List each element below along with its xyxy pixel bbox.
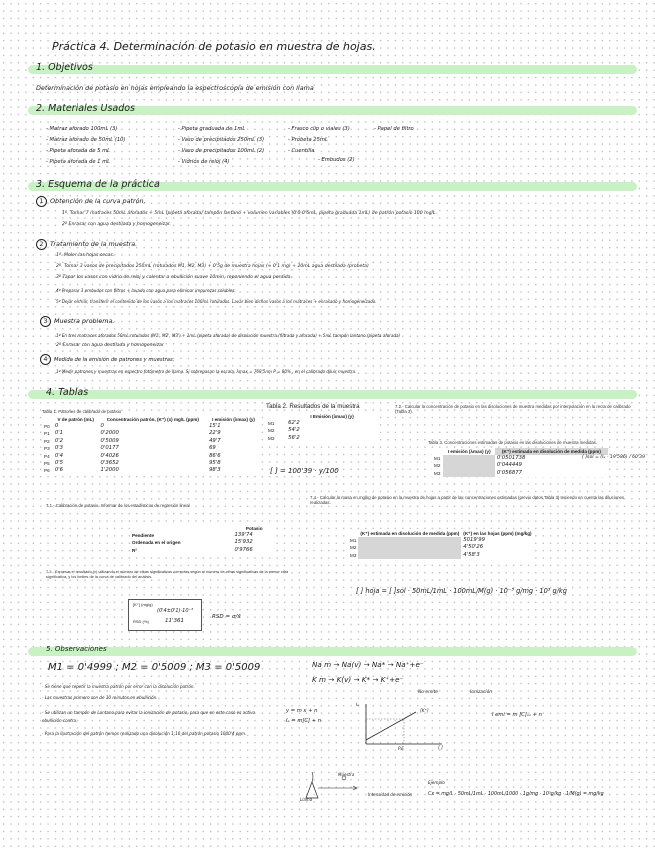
table-row: R² 0'9766 [132,546,253,553]
table1-header [42,416,53,423]
esquema-step4-title: 4 Medida de la emisión de patrones y muestras. [40,354,174,365]
materiales-col4 [374,124,414,135]
table-row: M2 54'2 [268,427,300,434]
table1-body [42,423,260,475]
material-item: - Probeta 25mL [288,137,328,143]
rsd-value: 11'361 [165,618,185,624]
table-row: P3 0'3 0'0177 69 [44,445,216,452]
material-item: - Papel de filtro [374,126,414,132]
section-band-tablas [28,390,637,399]
sample-label: Muestra [338,772,355,777]
sketch-point-label: [K⁺] [420,709,429,714]
table-row: M3 4'58'3 [350,551,480,558]
sketch-y-label: Iₑ [356,703,360,708]
table-row: P1 0'1 0'2000 22'9 [44,430,221,437]
esquema-step1-line: 1º. Tomar 7 matraces 50mL aforados + 5mL (pipeta aforada) tampón lantano + volumen variables (0'0-0'6mL, pipeta graduada 1mL) de patrón potasio 100 mg/L. [62,211,438,216]
table-row: P4 0'4 0'4026 86'6 [44,452,221,459]
table4 [130,525,276,554]
task-7-2: 7.2.- Calcular la concentración de potasio en las disoluciones de muestra medidas por interpolación en la recta de calibrado (Tabla 3). [395,404,631,415]
table2-header: I Emisión (λmax) (y) [286,413,378,420]
material-item: - Pipeta graduada de 1mL [178,126,246,132]
reaction-potassium: K m → K(v) → K* → K⁺+e⁻ [312,675,404,684]
material-item: - Vaso de precipitados 250mL (3) [178,137,265,143]
esquema-step1-title: 1 Obtención de la curva patrón. [36,196,146,207]
material-item: - Pipeta aforada de 5 mL [46,148,111,154]
rsd-label: RSD (%) [133,619,149,624]
esquema-step2-line: 4º Preparar 3 embudos con filtros + lavado con agua para eliminar impurezas solubles. [56,288,236,293]
task-7-3: 7.3.- Expresar el resultado (x) utilizando el número de cifras significativas correctas según el número de cifras significativas de la menor cifra significativa, y los limites de la curva de calibrado del análisis. [46,569,289,579]
table-row: M3 56'2 [268,434,300,441]
table-row: P5 0'5 0'3652 95'8 [44,460,221,467]
material-item: - Pipeta aforada de 1 mL [46,159,111,165]
table3-caption: Tabla 3. Concentraciones estimadas de potasio en las disoluciones de muestra medidas. [428,440,598,445]
table-row: M1 62'2 [268,420,300,427]
flame-label: Llama [300,797,313,802]
step-number-badge: 2 [36,239,47,250]
material-item: - Vaso de precipitados 100mL (2) [178,148,265,154]
materiales-col2 [178,124,264,168]
material-item: - Cuentilla [288,148,315,154]
table-row: P6 0'6 1'2000 98'3 [44,467,221,474]
material-item: - Matraz aforado 100mL (3) [46,126,118,132]
conversion-label: Ejemplo [428,780,445,785]
objetivos-text: Determinación de potasio en hojas empleando la espectroscopia de emisión con llama [36,84,314,92]
page-title: Práctica 4. Determinación de potasio en muestra de hojas. [52,40,376,53]
table2-header [266,413,286,420]
table5-formula: [ ] hoja = [ ]sol · 50mL/1mL · 100mL/M(g) · 10⁻³ g/mg · 10³ g/kg [356,587,567,595]
table-row: M2 0'044449 [434,462,522,469]
section-heading-tablas: 4. Tablas [46,387,89,398]
section-heading-observaciones: 5. Observaciones [46,645,107,653]
reaction-note-no-emite: No emite [418,690,438,695]
step-number-badge: 1 [36,196,47,207]
table1-header: I emisión (λmax) (y) [207,416,260,423]
table3 [432,448,608,477]
regression-eq: y = m x + n [286,708,318,714]
regression-eq-2: Iₑ = m[C] + n [286,718,321,724]
esquema-step1-line: 2º Enrasar con agua destilada y homogeneizar. [62,222,171,227]
rsd-formula: RSD = σ/x̄ [212,614,241,620]
table1-caption: Tabla 1. Patrones de calibrado de potasio [42,409,122,414]
material-item: - Frasco clip o viales (3) [288,126,350,132]
observation-note: - Se utilizan un tampón de Lantano para evitar la ionización de potasio, para que en este caso es activo ebullición contra. [42,710,256,723]
table-row: M1 0'0501738 [434,455,526,462]
observations-masses: M1 = 0'4999 ; M2 = 0'5009 ; M3 = 0'5009 [48,662,261,673]
section-heading-esquema: 3. Esquema de la práctica [36,179,160,190]
table-row: Ordenada en el origen 15'932 [132,539,253,546]
reaction-note-ionization: Ionización [470,690,493,695]
esquema-step2-title: 2 Tratamiento de la muestra. [36,239,137,250]
table3-header: (K⁺) estimada en disolución de medida (ppm) [495,448,608,455]
table-row: M2 4'50'26 [350,544,484,551]
esquema-step3-title: 3 Muestra problema. [40,316,114,327]
section-heading-materiales: 2. Materiales Usados [36,103,136,114]
table4-header: Potasio [232,525,276,532]
table1-header: Concentración patrón, (K⁺) (x) mg/L (ppm) [99,416,208,423]
table5-header [348,530,358,537]
esquema-step2-line: 3º Tapar los vasos con vidrio de reloj y calentar a ebullición suave 10min, reponiendo el agua perdida. [56,275,292,280]
material-item-embudos: - Embudos (2) [318,157,355,163]
table-row: M3 0'056877 [434,469,522,476]
esquema-step2-line: 2º. Tomar 3 vasos de precipitados 250mL (rotulados M1, M2, M3) + 0'5g de muestra hojas (≈ 0'1 mg) + 20mL agua destilada (probeta) [56,264,369,269]
conversion-formula: Cx = mg/L · 50mL/1mL · 100mL/1000 · 1g/mg · 10³g/kg · 1/M(g) = mg/kg [428,792,604,797]
observation-note: - Para la Ilustración del patrón hemos realizado una disolución 1:10 del patrón potasio 1000'4 ppm. [42,731,247,736]
step-number-badge: 3 [40,316,51,327]
table4-header [130,525,232,532]
esquema-step3-line: 1º En tres matraces aforados 50mL rotulados (M1', M2', M3') + 1mL (pipeta aforada) de disolución muestra (filtrada y aforada) + 5mL tampón lantano (pipeta aforada) [56,333,401,338]
step-number-badge: 4 [40,354,51,365]
table5 [348,530,534,559]
esquema-step2-line: 1º. Moler las hojas secas. [56,253,115,258]
section-heading-objetivos: 1. Objetivos [36,62,93,73]
table2-caption: Tabla 2. Resultados de la muestra [266,403,360,410]
table2-formula: [ ] = 100'39 · y/100 [270,467,339,475]
table2 [266,413,378,442]
table-row: M1 5019'99 [350,537,485,544]
observation-note: - Las muestras primero son de 10 minutos en ebullición. [42,695,158,700]
table1 [42,416,260,475]
table3-header [432,448,443,455]
sketch-std-label: P.E [398,746,404,751]
result-box [128,599,202,631]
material-item: - Matraz aforado de 50mL (10) [46,137,126,143]
task-7-4: 7.4.- Calcular la masa en mg/kg de potasio en la muestra de hojas a partir de las concentraciones estimadas (previo datos Tabla 3) teniendo en cuenta las diluciones realizadas. [310,495,625,506]
esquema-step2-line: 5º Dejar enfriar, transferir el contenido de los vasos a los matraces 100mL rotulados. Lavar bien dichos vasos a los matraces + enrasado y homogeneizado. [56,299,377,304]
table5-header: (K⁺) estimada en disolución de medida (ppm) [360,531,460,536]
result-label: [K⁺] (mg/g) [133,602,153,607]
measure-label: Intensidad de emisión [368,792,413,797]
materiales-col1 [46,124,125,168]
observation-note: - Se tiene que repetir la muestra patrón por error con la disolución patrón. [42,684,195,689]
table3-formula: [ ]sol = (Iₑ - 19'586) / 60'39 [582,455,646,460]
reaction-sodium: Na m → Na(v) → Na* → Na⁺+e⁻ [312,660,424,669]
esquema-step3-line: 2º Enrasar con agua destilada y homogeneizar [56,343,164,348]
esquema-step4-line: 1º Medir patrones y muestras en espectro fotómetro de llama. Si sobrepasan la escala, λmax = 768'5nm P = 80% , en el calibrado diluir muestra. [56,369,357,374]
sketch-line [366,712,416,740]
task-7-1: 7.1.- Calibración de potasio. Informar de los estadísticos de regresión lineal [46,503,190,508]
sketch-x-label: [ ] [438,746,443,751]
regression-eq-right: I emi = m [C]ₒₛ + n [492,712,542,718]
table3-header: I emisión (λmax) (y) [443,448,495,455]
section-band-observaciones [28,647,637,656]
table-row: P2 0'2 0'5009 49'7 [44,437,221,444]
table-row: Pendiente 139'74 [132,532,253,539]
result-value: (0'4±0'1)·10⁻³ [157,608,194,614]
material-item: - Vidrios de reloj (4) [178,159,230,165]
table1-header: V de patrón (mL) [53,416,99,423]
flame-icon [306,782,318,798]
table5-header: (K⁺) en las hojas (ppm) (mg/kg) [463,531,532,536]
section-band-objetivos [28,65,637,74]
table-row: P0 0 0 15'1 [44,423,221,430]
